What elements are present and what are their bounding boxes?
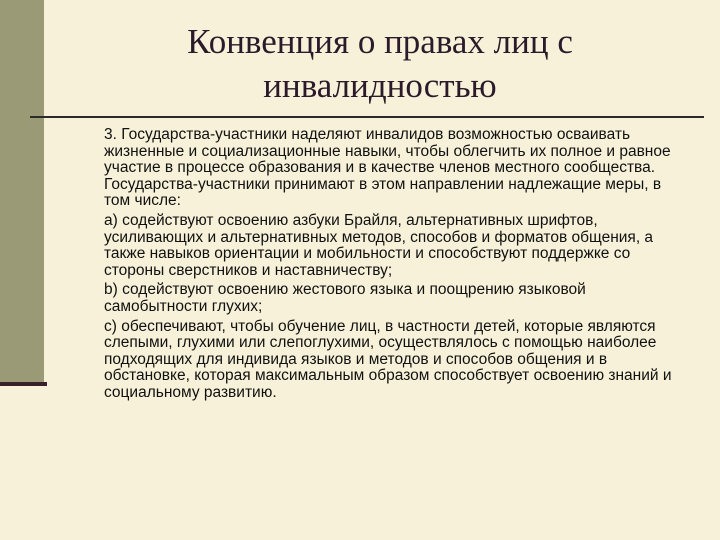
slide-title-line-2: инвалидностью [263,66,497,105]
slide-body [104,127,690,405]
slide-title [130,20,630,108]
paragraph-item-a: a) содействуют освоению азбуки Брайля, альтернативных шрифтов, усиливающих и альтернативных методов, способов и форматов общения, а также навыков ориентации и мобильности и способствуют поддержке со стороны сверстников и наставничеству; [104,211,654,279]
paragraph-intro: 3. Государства-участники наделяют инвалидов возможностью осваивать жизненные и социализационные навыки, чтобы облегчить их полное и равное участие в процессе образования и в качестве членов местного сообщества. Государства-участники принимают в этом направлении надлежащие меры, в том числе: [104,126,671,210]
paragraph-item-c: c) обеспечивают, чтобы обучение лиц, в частности детей, которые являются слепыми, глухими или слепоглухими, осуществлялось с помощью наиболее подходящих для индивида языков и методов и способов общения и в обстановке, которая максимальным образом способствует освоению знаний и социальному развитию. [104,317,672,401]
title-divider [30,116,704,118]
slide-title-line-1: Конвенция о правах лиц с [187,22,573,61]
sidebar-edge-decoration [0,382,47,386]
paragraph-item-b: b) содействуют освоению жестового языка и поощрению языковой самобытности глухих; [104,281,586,315]
sidebar-decoration [0,0,44,382]
